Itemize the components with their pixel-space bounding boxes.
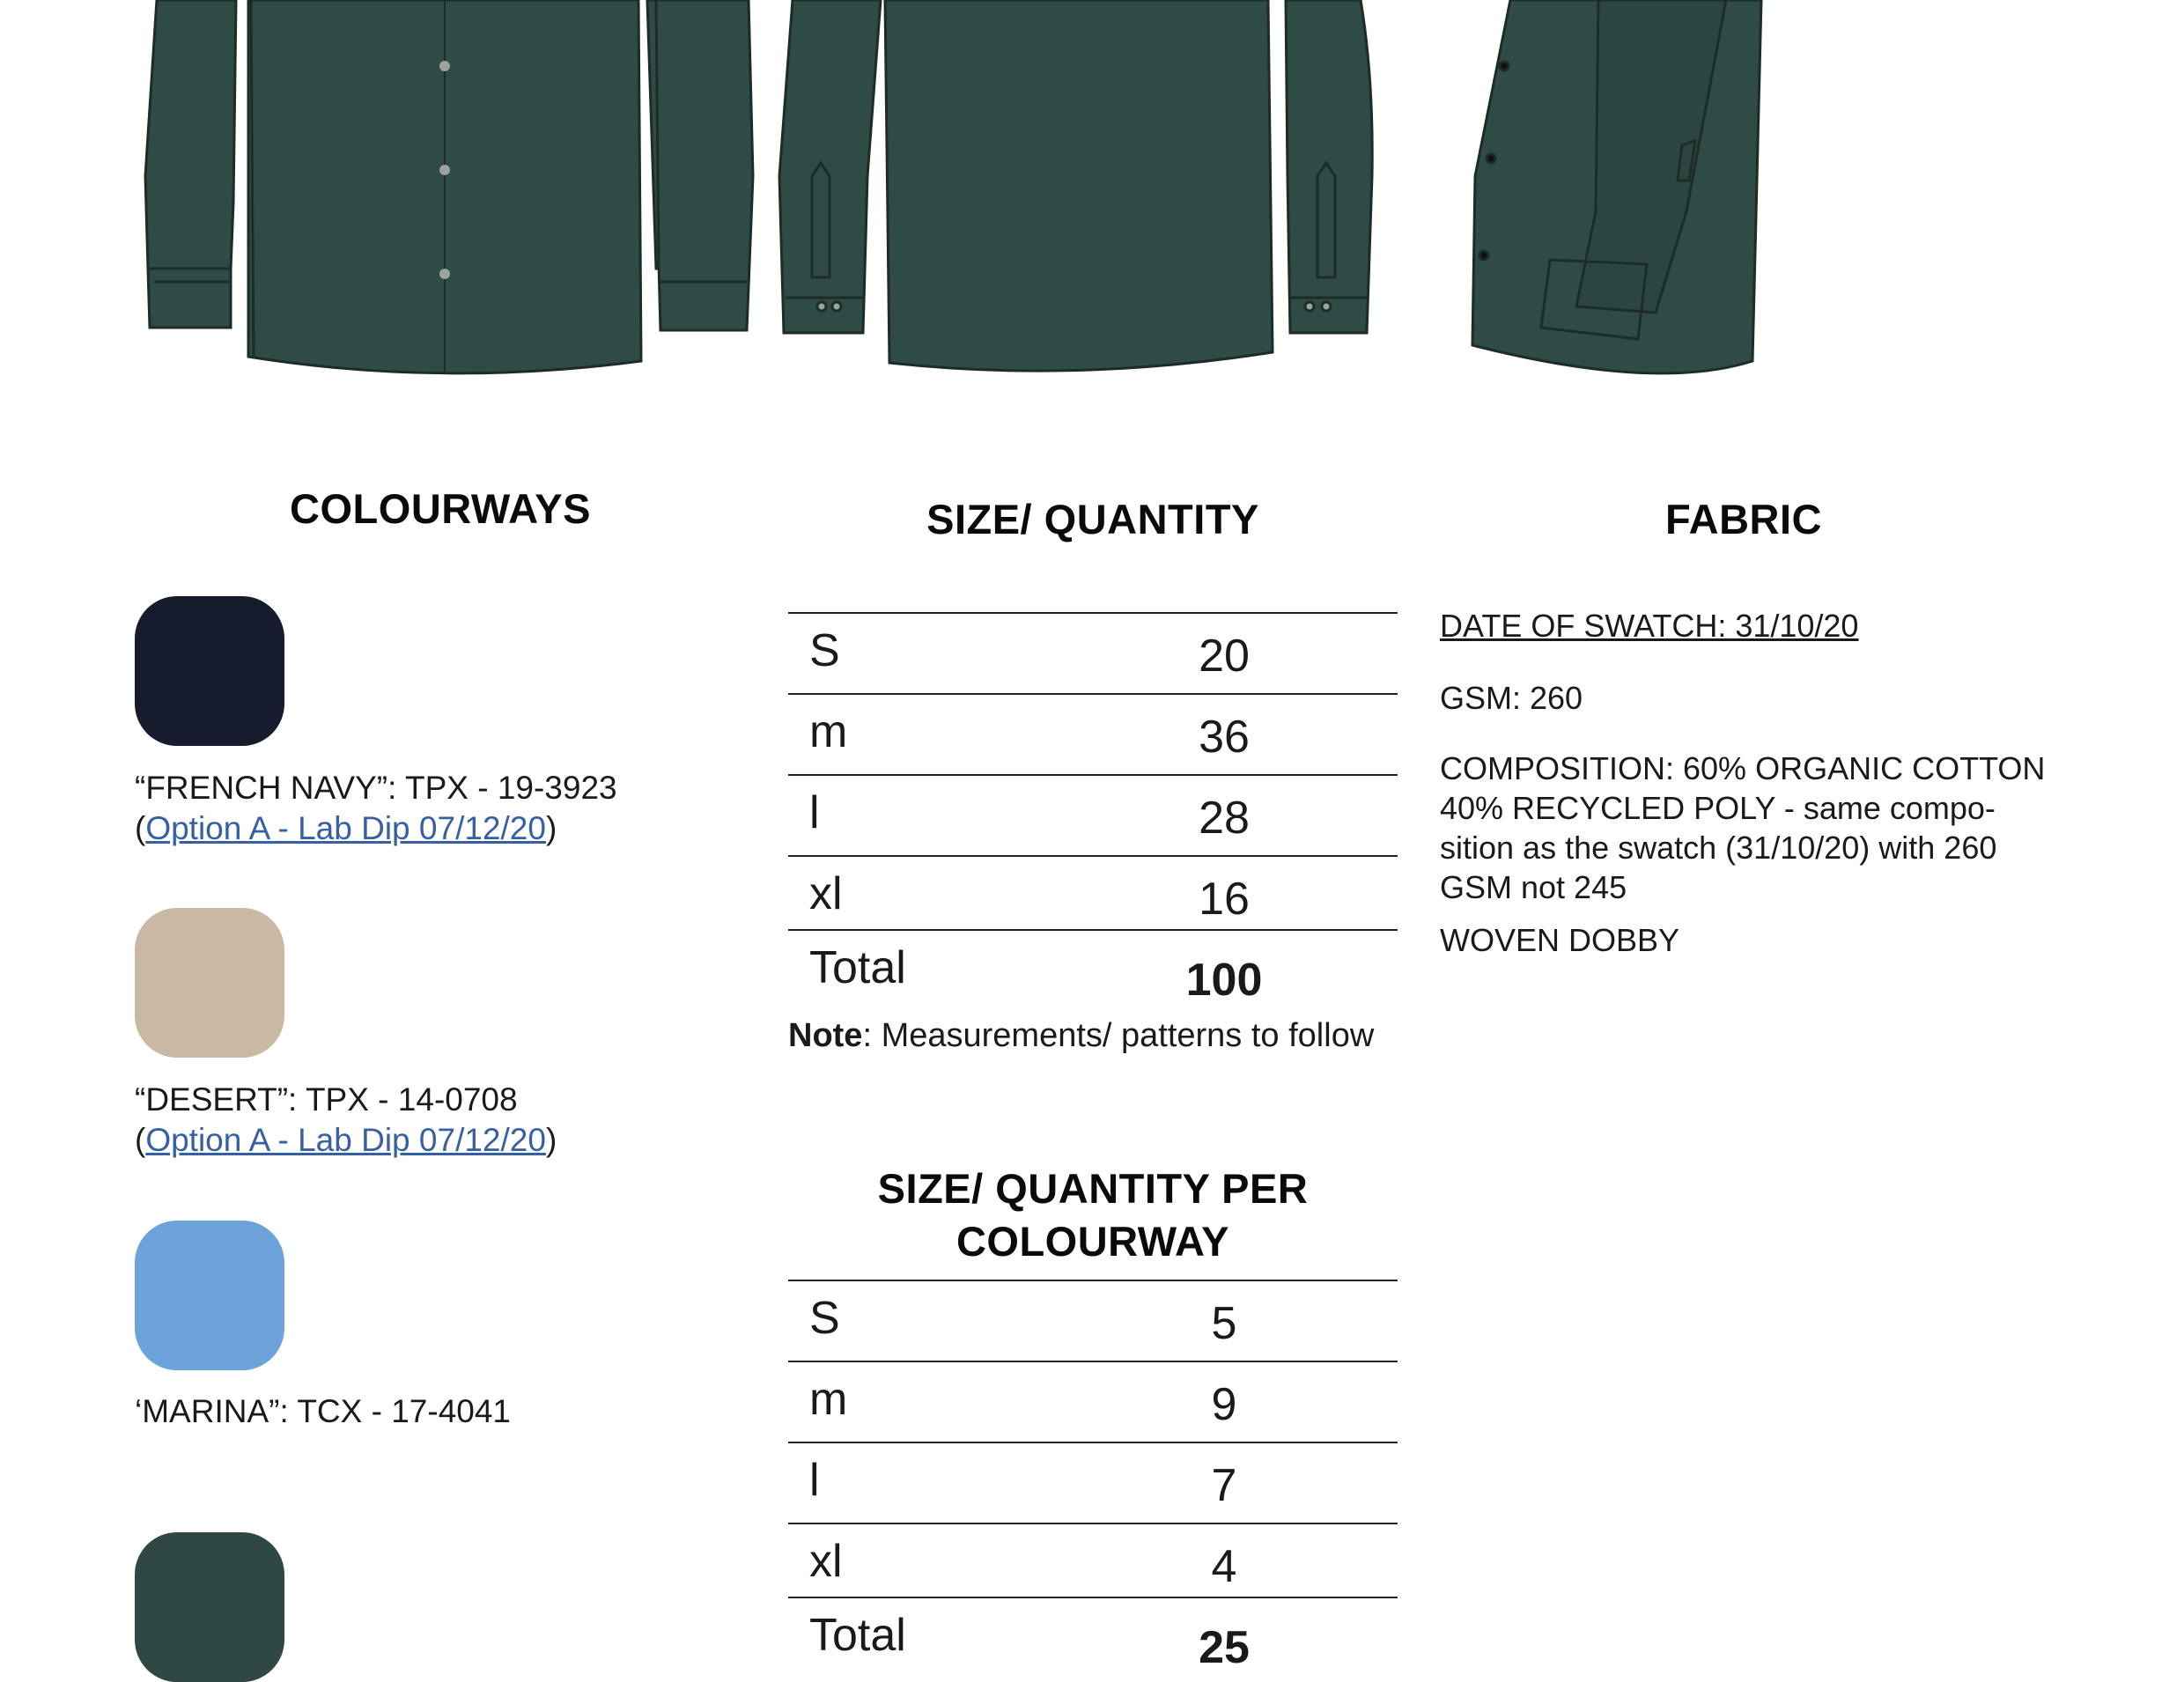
paren-close: ): [545, 810, 557, 846]
size-quantity-per-colourway-table: [788, 1280, 1398, 1678]
qty-cell: 36: [1199, 712, 1250, 763]
fabric-gsm: GSM: 260: [1440, 680, 1583, 716]
composition-line: 40% RECYCLED POLY - same compo-: [1440, 790, 1996, 826]
table-row: [788, 1362, 1398, 1443]
colourway-code: ‘MARINA”: TCX - 17-4041: [135, 1393, 511, 1429]
paren-open: (: [135, 810, 146, 846]
paren-open: (: [135, 1122, 146, 1158]
side-view-sketch: [1472, 0, 1761, 373]
note-label: Note: [788, 1017, 863, 1054]
front-view-sketch: [145, 0, 753, 374]
table-row-total: [788, 1598, 1398, 1678]
garment-sketches: [0, 0, 2184, 396]
size-cell: xl: [809, 1536, 843, 1587]
colourway-swatch-green: [135, 1532, 284, 1682]
size-cell: S: [809, 1293, 840, 1344]
size-quantity-per-colourway-heading: [788, 1162, 1398, 1268]
table-row: [788, 1524, 1398, 1598]
paren-close: ): [545, 1122, 557, 1158]
size-cell: l: [809, 1455, 820, 1506]
size-cell: m: [809, 706, 848, 757]
size-cell: m: [809, 1374, 848, 1425]
qty-cell: 4: [1211, 1541, 1237, 1592]
size-quantity-table: [788, 612, 1398, 1010]
colourway-code: “FRENCH NAVY”: TPX - 19-3923: [135, 770, 617, 806]
heading-line: SIZE/ QUANTITY PER: [877, 1165, 1309, 1212]
colourway-code: “DESERT”: TPX - 14-0708: [135, 1081, 518, 1118]
qty-cell: 20: [1199, 631, 1250, 682]
table-row: [788, 1281, 1398, 1362]
swatch-date-link[interactable]: DATE OF SWATCH: 31/10/20: [1440, 608, 1859, 644]
fabric-heading: FABRIC: [1665, 496, 1822, 542]
composition-line: GSM not 245: [1440, 869, 1627, 905]
table-row: [788, 857, 1398, 931]
table-row: [788, 695, 1398, 776]
back-view-sketch: [779, 0, 1372, 371]
qty-cell: 100: [1185, 955, 1263, 1006]
size-quantity-heading: SIZE/ QUANTITY: [926, 496, 1259, 542]
colourway-label-marina: [135, 1391, 511, 1432]
qty-cell: 5: [1211, 1298, 1237, 1349]
lab-dip-link[interactable]: Option A - Lab Dip 07/12/20: [145, 810, 546, 846]
size-cell: xl: [809, 868, 843, 919]
colourway-swatch-french-navy: [135, 596, 284, 746]
size-cell: Total: [809, 942, 906, 993]
composition-line: sition as the swatch (31/10/20) with 260: [1440, 830, 1997, 866]
colourway-label-desert: [135, 1080, 557, 1161]
colourway-label-french-navy: [135, 768, 617, 849]
qty-cell: 9: [1211, 1379, 1237, 1430]
qty-cell: 16: [1199, 874, 1250, 925]
colourway-swatch-marina: [135, 1221, 284, 1370]
table-row: [788, 776, 1398, 857]
fabric-composition: [1440, 749, 2045, 907]
measurements-note: [788, 1017, 1374, 1055]
table-row-total: [788, 931, 1398, 1010]
qty-cell: 28: [1199, 793, 1250, 844]
heading-line: COLOURWAY: [956, 1218, 1230, 1265]
table-row: [788, 614, 1398, 695]
table-row: [788, 1443, 1398, 1524]
composition-line: COMPOSITION: 60% ORGANIC COTTON: [1440, 750, 2046, 786]
size-cell: S: [809, 625, 840, 676]
qty-cell: 7: [1211, 1460, 1237, 1511]
note-text: : Measurements/ patterns to follow: [862, 1017, 1375, 1054]
size-cell: Total: [809, 1610, 906, 1661]
size-cell: l: [809, 787, 820, 838]
colourway-swatch-desert: [135, 908, 284, 1058]
qty-cell: 25: [1199, 1622, 1250, 1673]
colourways-heading: COLOURWAYS: [290, 485, 591, 532]
lab-dip-link[interactable]: Option A - Lab Dip 07/12/20: [145, 1122, 546, 1158]
fabric-construction: WOVEN DOBBY: [1440, 922, 1680, 958]
